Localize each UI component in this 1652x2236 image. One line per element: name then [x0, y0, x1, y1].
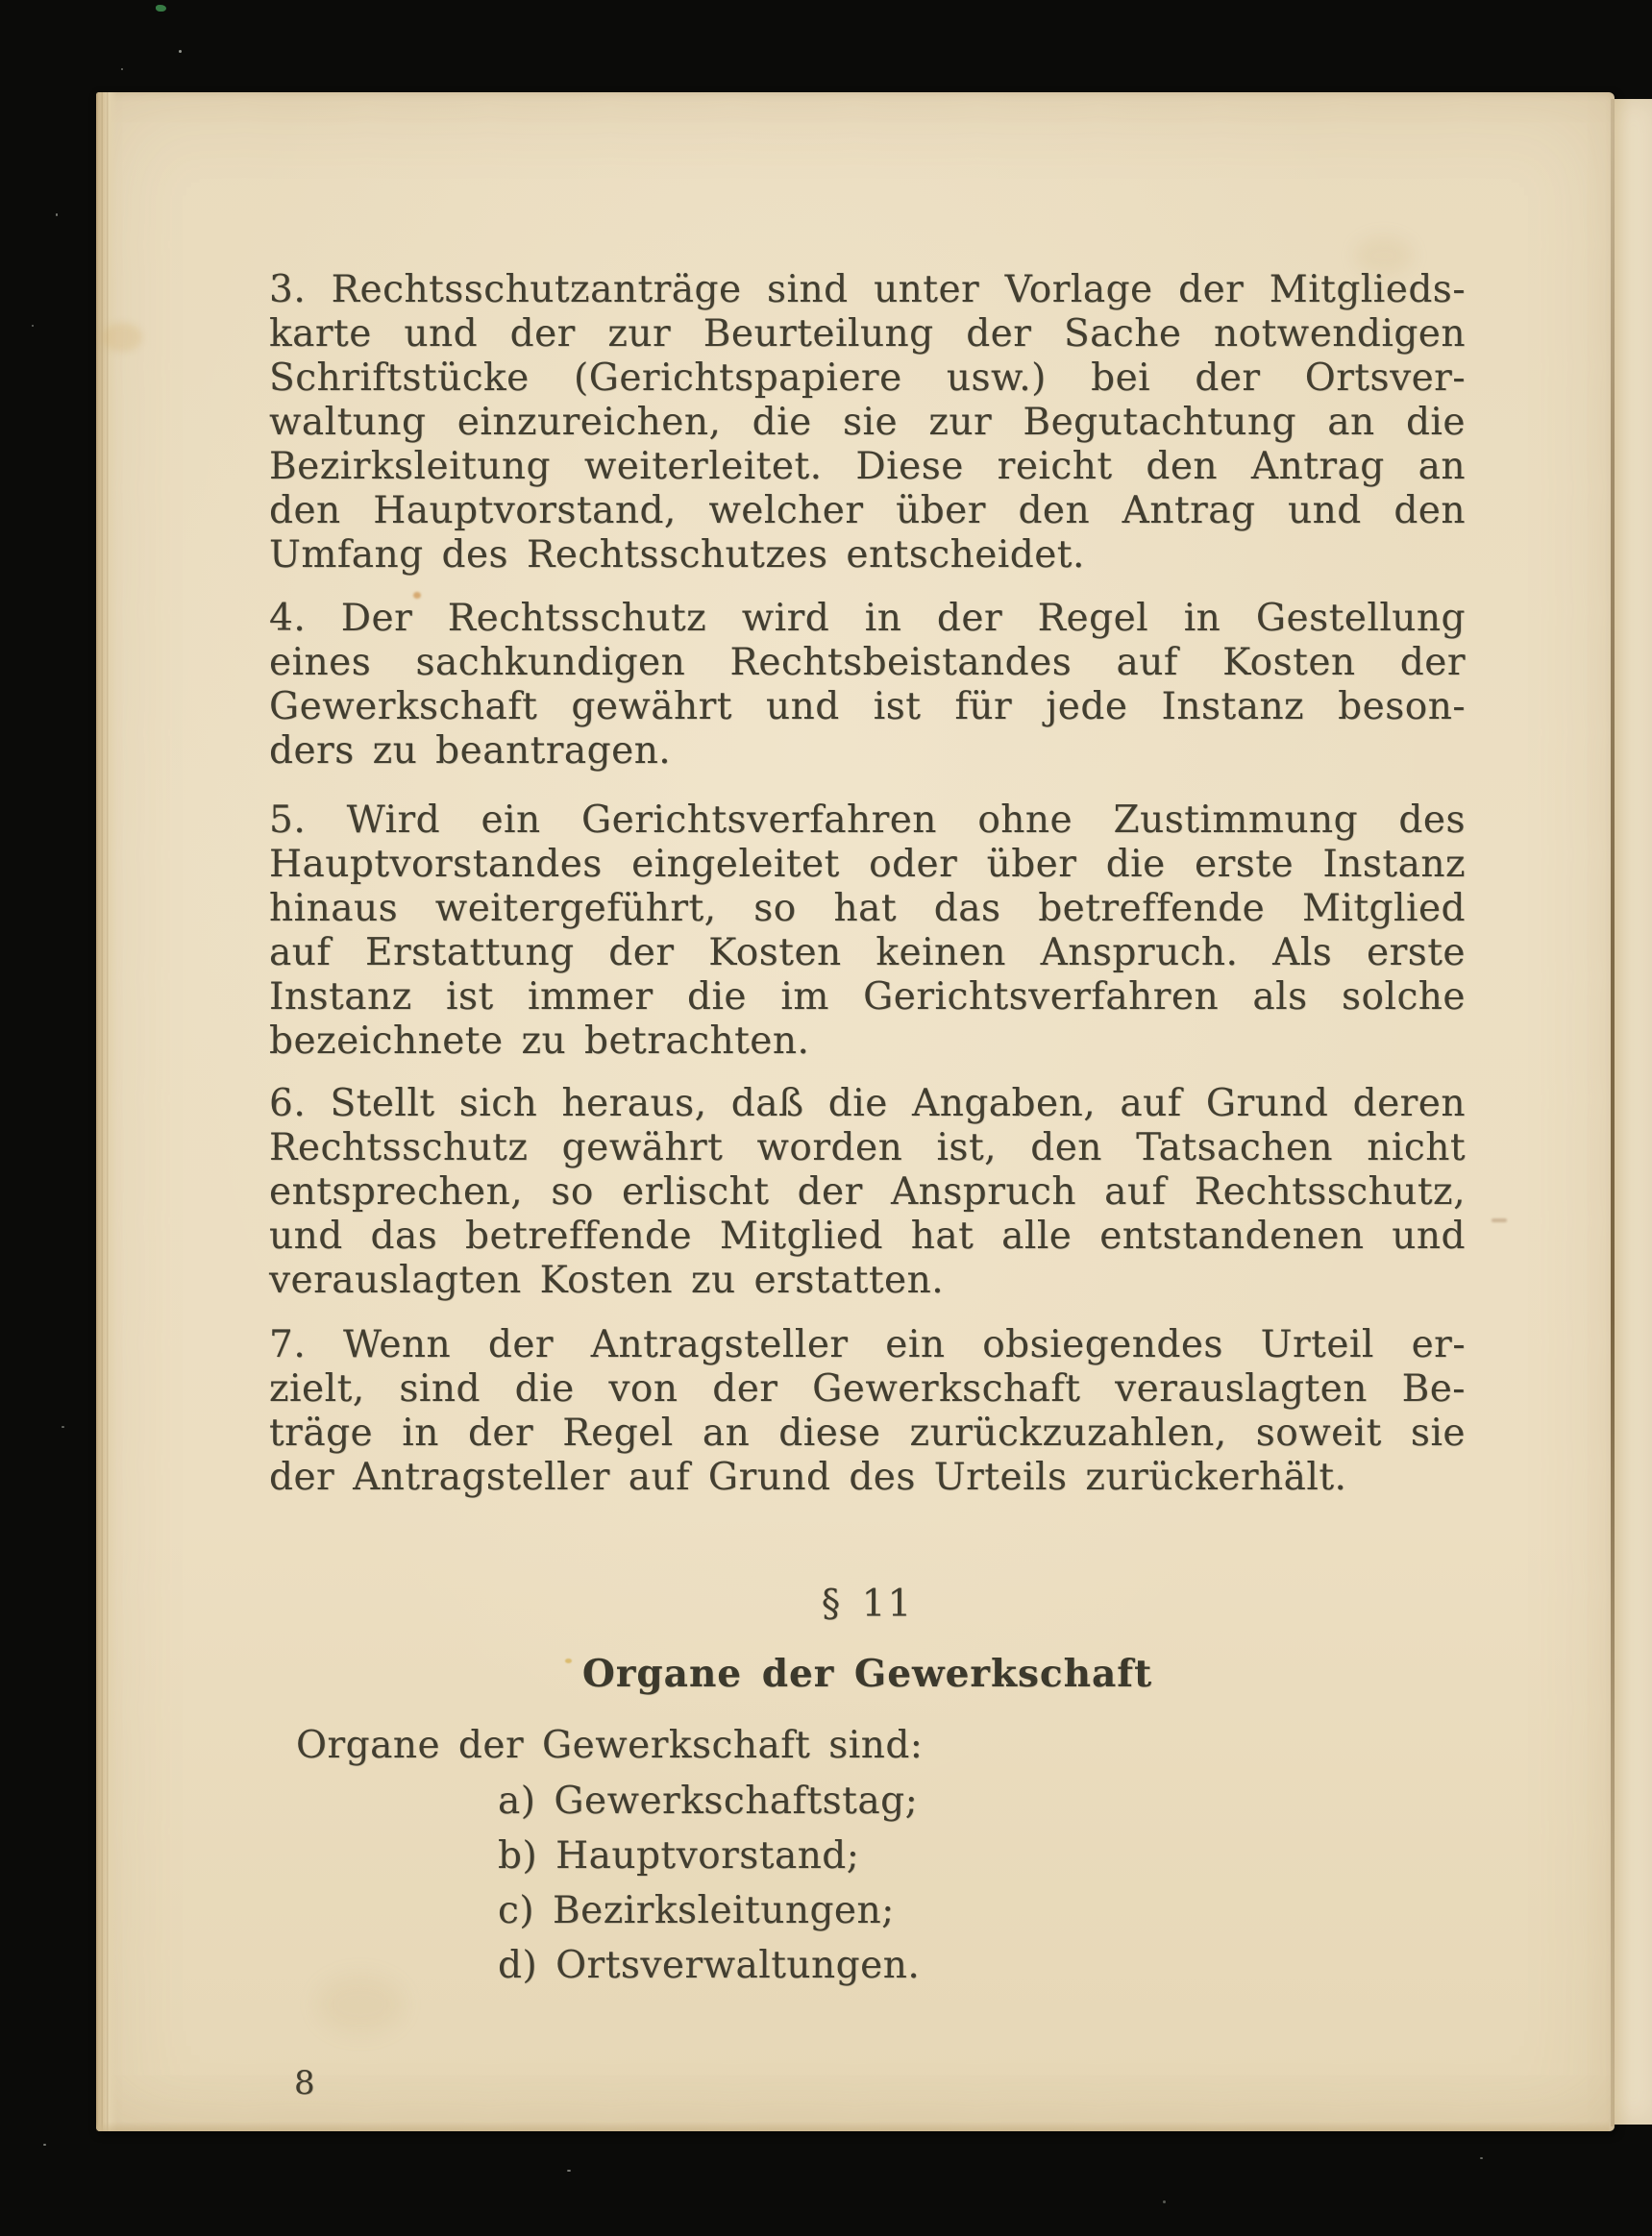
- dust-speck: [56, 213, 58, 216]
- organ-list-item: a) Gewerkschaftstag;: [498, 1780, 919, 1823]
- paragraph-line: auf Erstattung der Kosten keinen Anspruch. Als erste: [269, 931, 1466, 974]
- paragraph-line: Schriftstücke (Gerichtspapiere usw.) bei der Ortsver-: [269, 356, 1466, 400]
- paragraph-line: 6. Stellt sich heraus, daß die Angaben, auf Grund deren: [269, 1082, 1466, 1125]
- paragraph-line: eines sachkundigen Rechtsbeistandes auf Kosten der: [269, 641, 1466, 684]
- dust-speck: [1163, 2200, 1166, 2203]
- dust-speck: [121, 68, 123, 70]
- paragraph-line: ders zu beantragen.: [269, 729, 672, 773]
- body-paragraph: [269, 799, 1466, 1064]
- paragraph-line: 4. Der Rechtsschutz wird in der Regel in Gestellung: [269, 597, 1466, 640]
- dust-speck: [1480, 2157, 1483, 2159]
- dust-speck: [62, 1426, 64, 1428]
- section-title: Organe der Gewerkschaft: [581, 1652, 1153, 1696]
- paragraph-line: Umfang des Rechtsschutzes entscheidet.: [269, 533, 1085, 577]
- dust-speck: [179, 50, 182, 53]
- paper-stain: [1492, 1218, 1507, 1222]
- section-mark: § 11: [821, 1583, 914, 1626]
- paragraph-line: 5. Wird ein Gerichtsverfahren ohne Zustimmung des: [269, 799, 1466, 842]
- page-number: 8: [294, 2064, 315, 2102]
- dust-speck: [43, 2144, 46, 2146]
- paragraph-line: 3. Rechtsschutzanträge sind unter Vorlage der Mitglieds-: [269, 268, 1466, 311]
- page-stack-edge: [96, 92, 117, 2131]
- paragraph-line: Instanz ist immer die im Gerichtsverfahren als solche: [269, 975, 1466, 1019]
- paragraph-line: karte und der zur Beurteilung der Sache notwendigen: [269, 312, 1466, 356]
- dust-speck: [32, 325, 34, 327]
- paragraph-line: zielt, sind die von der Gewerkschaft verauslagten Be-: [269, 1367, 1466, 1411]
- paragraph-line: Rechtsschutz gewährt worden ist, den Tatsachen nicht: [269, 1126, 1466, 1169]
- paragraph-line: träge in der Regel an diese zurückzuzahlen, soweit sie: [269, 1412, 1466, 1455]
- paragraph-line: den Hauptvorstand, welcher über den Antrag und den: [269, 489, 1466, 532]
- booklet-page: [96, 92, 1615, 2131]
- organ-list-item: c) Bezirksleitungen;: [498, 1889, 895, 1932]
- organ-list: [498, 1774, 920, 1993]
- adjacent-page-sliver: [1615, 99, 1652, 2125]
- paragraph-line: 7. Wenn der Antragsteller ein obsiegendes Urteil er-: [269, 1323, 1466, 1366]
- body-paragraph: [269, 1323, 1466, 1500]
- body-paragraph: [269, 268, 1466, 577]
- paragraph-line: und das betreffende Mitglied hat alle entstandenen und: [269, 1215, 1466, 1258]
- page-text-block: [269, 92, 1466, 2131]
- paragraph-line: entsprechen, so erlischt der Anspruch auf Rechtsschutz,: [269, 1170, 1466, 1214]
- paragraph-line: bezeichnete zu betrachten.: [269, 1020, 810, 1063]
- organ-list-item: d) Ortsverwaltungen.: [498, 1944, 921, 1987]
- paragraph-line: hinaus weitergeführt, so hat das betreffende Mitglied: [269, 887, 1466, 930]
- paragraph-line: verauslagten Kosten zu erstatten.: [269, 1259, 945, 1302]
- paragraph-line: waltung einzureichen, die sie zur Begutachtung an die: [269, 401, 1466, 444]
- paragraph-line: Gewerkschaft gewährt und ist für jede Instanz beson-: [269, 685, 1466, 728]
- paragraph-line: Bezirksleitung weiterleitet. Diese reicht den Antrag an: [269, 445, 1466, 488]
- paper-stain: [102, 323, 142, 352]
- paragraph-line: Hauptvorstandes eingeleitet oder über die erste Instanz: [269, 843, 1466, 886]
- body-paragraph: [269, 597, 1466, 774]
- dust-speck: [567, 2170, 571, 2172]
- organ-list-item: b) Hauptvorstand;: [498, 1834, 860, 1878]
- dust-speck-green: [156, 5, 166, 12]
- section-intro: Organe der Gewerkschaft sind:: [296, 1724, 924, 1767]
- paragraph-line: der Antragsteller auf Grund des Urteils zurückerhält.: [269, 1456, 1347, 1499]
- body-paragraph: [269, 1082, 1466, 1303]
